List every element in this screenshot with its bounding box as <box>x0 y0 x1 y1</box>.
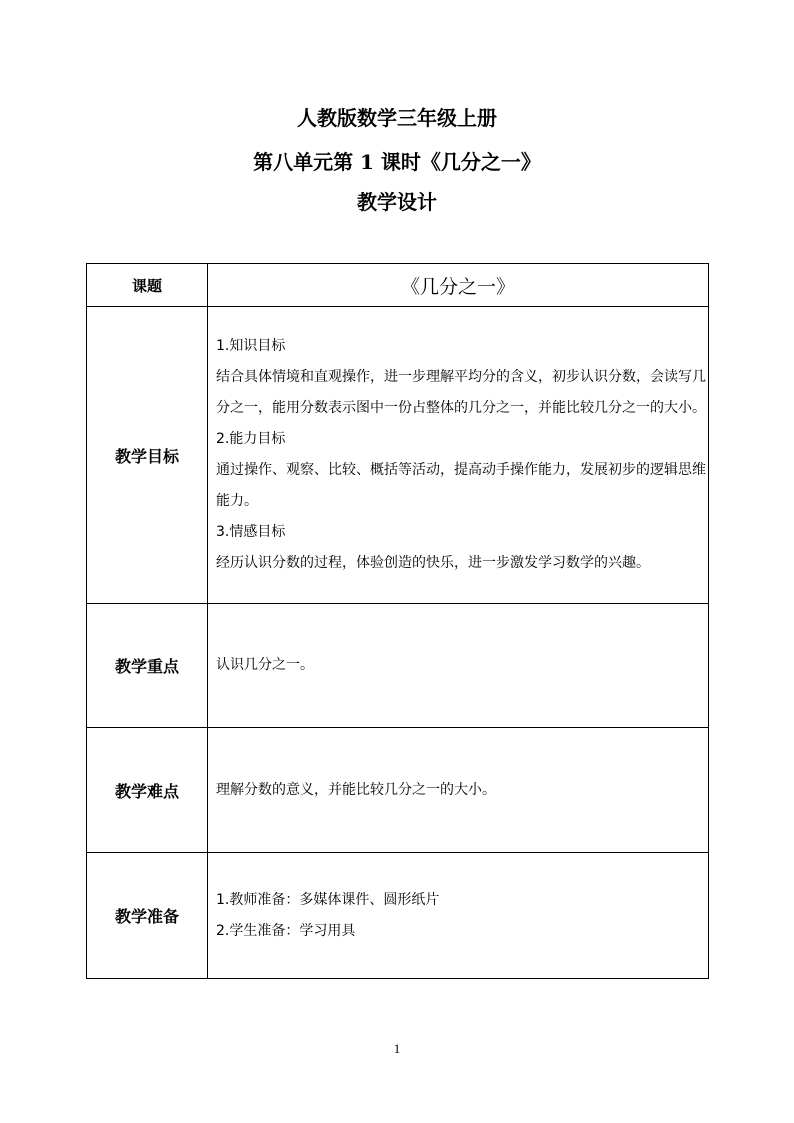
table-row-key-point <box>87 604 709 728</box>
topic-label: 课题 <box>87 264 208 307</box>
key-point-label: 教学重点 <box>87 604 208 728</box>
table-row-topic <box>87 264 709 307</box>
table-row-preparation <box>87 853 709 979</box>
goals-label: 教学目标 <box>87 307 208 604</box>
page-number: 1 <box>393 1041 401 1056</box>
goals-line: 分之一，能用分数表示图中一份占整体的几分之一，并能比较几分之一的大小。 <box>216 400 706 416</box>
document-title: 人教版数学三年级上册 <box>297 106 497 130</box>
goals-line: 3.情感目标 <box>216 524 286 540</box>
goals-line: 1.知识目标 <box>216 338 286 354</box>
topic-value: 《几分之一》 <box>208 264 709 307</box>
goals-line: 能力。 <box>216 493 258 509</box>
teaching-design-table <box>86 263 709 979</box>
difficulty-content: 理解分数的意义，并能比较几分之一的大小。 <box>208 728 709 853</box>
table-row-goals <box>87 307 709 604</box>
lesson-subtitle: 第八单元第 1 课时《几分之一》 <box>253 150 541 174</box>
goals-line: 2.能力目标 <box>216 431 286 447</box>
difficulty-label: 教学难点 <box>87 728 208 853</box>
goals-line: 经历认识分数的过程，体验创造的快乐，进一步激发学习数学的兴趣。 <box>216 555 650 571</box>
goals-line: 结合具体情境和直观操作，进一步理解平均分的含义，初步认识分数，会读写几 <box>216 369 706 385</box>
preparation-content <box>208 853 709 979</box>
preparation-label: 教学准备 <box>87 853 208 979</box>
key-point-content: 认识几分之一。 <box>208 604 709 728</box>
table-row-difficulty <box>87 728 709 853</box>
document-type-heading: 教学设计 <box>357 190 437 214</box>
goals-content <box>208 307 709 604</box>
preparation-line: 2.学生准备：学习用具 <box>216 922 356 939</box>
preparation-line: 1.教师准备：多媒体课件、圆形纸片 <box>216 891 440 908</box>
goals-line: 通过操作、观察、比较、概括等活动，提高动手操作能力，发展初步的逻辑思维 <box>216 462 706 478</box>
